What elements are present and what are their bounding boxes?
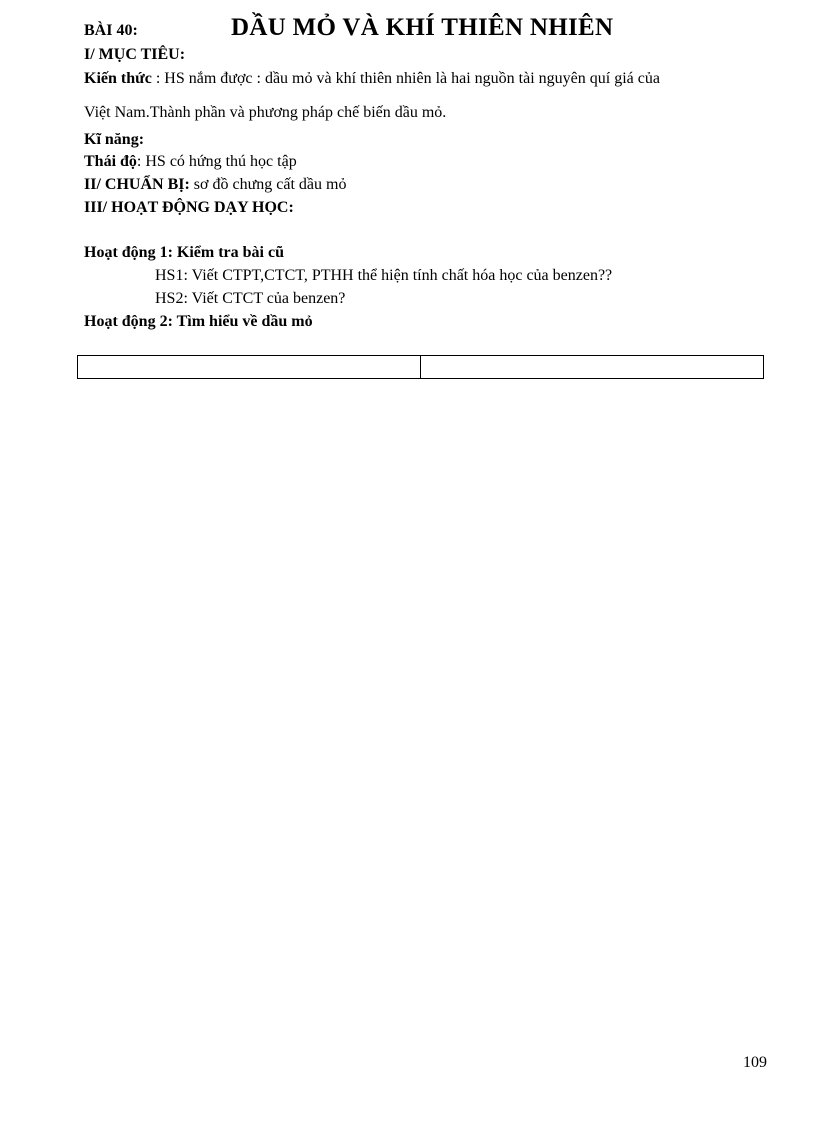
activity-2-heading: Hoạt động 2: Tìm hiểu về dầu mỏ bbox=[84, 313, 313, 330]
knowledge-line-2: Việt Nam.Thành phần và phương pháp chế biến dầu mỏ. bbox=[84, 104, 447, 121]
attitude-line bbox=[84, 153, 297, 171]
activity-1-hs1: HS1: Viết CTPT,CTCT, PTHH thể hiện tính chất hóa học của benzen?? bbox=[155, 267, 613, 284]
attitude-text: : HS có hứng thú học tập bbox=[136, 153, 297, 170]
activity-1-hs2: HS2: Viết CTCT của benzen? bbox=[155, 290, 346, 307]
preparation-line bbox=[84, 176, 346, 194]
knowledge-label: Kiến thức bbox=[84, 70, 152, 87]
lesson-number: BÀI 40: bbox=[84, 22, 138, 39]
skills-label: Kĩ năng: bbox=[84, 131, 145, 148]
knowledge-line-1 bbox=[84, 70, 660, 88]
activity-1-heading: Hoạt động 1: Kiểm tra bài cũ bbox=[84, 244, 284, 261]
page-number: 109 bbox=[743, 1054, 767, 1071]
preparation-heading: II/ CHUẨN BỊ: bbox=[84, 176, 190, 193]
table-row bbox=[78, 356, 764, 379]
preparation-text: sơ đồ chưng cất dầu mỏ bbox=[189, 176, 347, 193]
activities-heading: III/ HOẠT ĐỘNG DẠY HỌC: bbox=[84, 199, 294, 216]
table-cell-teacher bbox=[78, 356, 421, 379]
table-cell-student bbox=[421, 356, 764, 379]
activity-table bbox=[77, 355, 764, 379]
objectives-heading: I/ MỤC TIÊU: bbox=[84, 46, 186, 63]
page-title: DẦU MỎ VÀ KHÍ THIÊN NHIÊN bbox=[231, 14, 614, 41]
attitude-label: Thái độ bbox=[84, 153, 137, 170]
knowledge-text: : HS nắm được : dầu mỏ và khí thiên nhiên là hai nguồn tài nguyên quí giá của bbox=[151, 70, 660, 87]
